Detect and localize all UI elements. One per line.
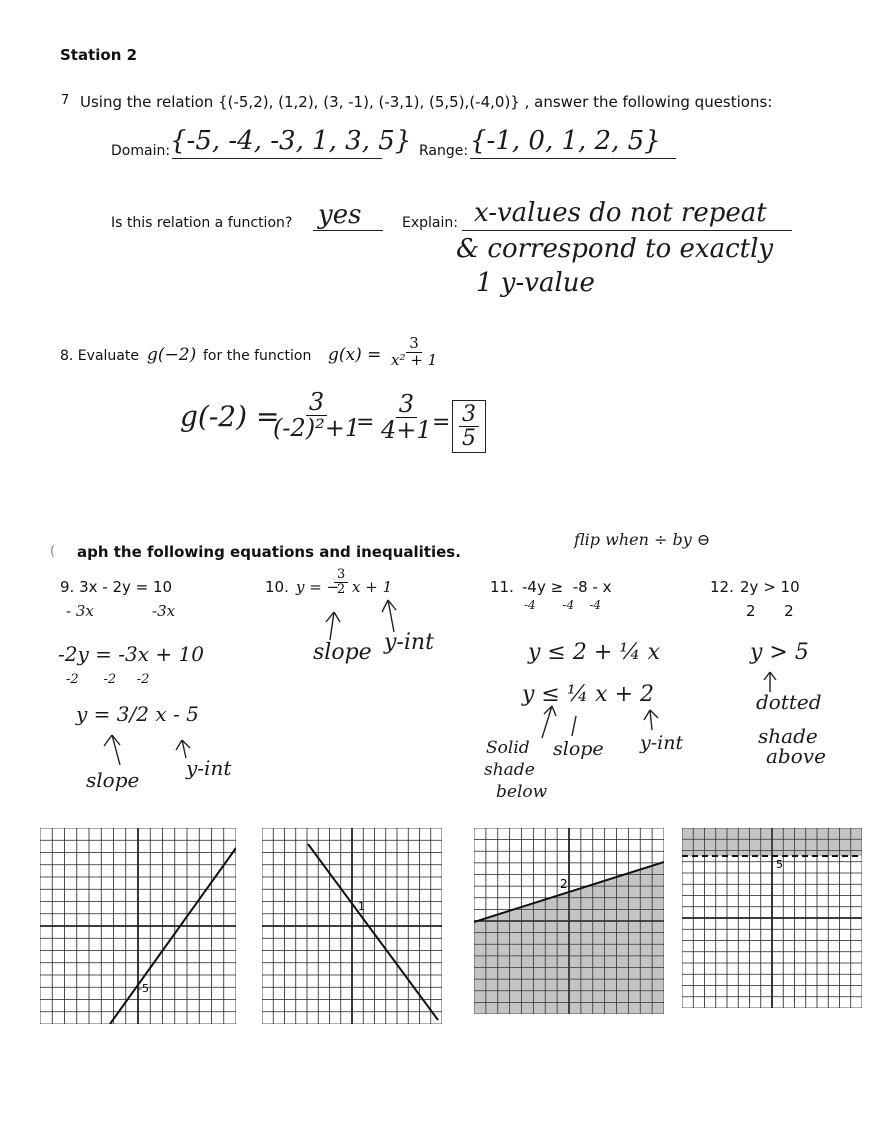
margin-mark: (	[50, 544, 56, 559]
q9-step2-divisors: -2 -2 -2	[66, 672, 150, 687]
q8-work-num-1: 3	[306, 390, 327, 416]
graph-q9-point-label: -5	[138, 982, 149, 995]
q12-label-shade: shade	[758, 724, 818, 748]
q11-step1: y ≤ 2 + ¼ x	[528, 640, 660, 665]
q8-work-den-2: 4+1	[381, 416, 432, 445]
q12-label-above: above	[766, 744, 826, 768]
q10-fraction	[334, 568, 348, 596]
q11-label-yint: y-int	[640, 732, 684, 754]
q11-inequality: -4y ≥ -8 - x	[522, 578, 612, 596]
q10-rhs: x + 1	[352, 578, 393, 596]
q10-label-yint: y-int	[384, 630, 434, 655]
graph-q12-point-label: 5	[776, 858, 783, 871]
q9-label-slope: slope	[86, 768, 140, 792]
graph-q12-shading	[682, 828, 862, 856]
graph-q10-point-label: 1	[358, 900, 365, 913]
range-underline	[470, 158, 676, 159]
q9-equation: 9. 3x - 2y = 10	[60, 578, 173, 596]
q7-number: 7	[61, 93, 70, 108]
q10-prefix: 10.	[265, 578, 289, 596]
q10-frac-num: 3	[334, 568, 348, 583]
function-answer: yes	[318, 200, 362, 230]
q8-answer-box	[452, 400, 486, 453]
q12-divisors: 2 2	[746, 602, 794, 620]
q7-prompt: Using the relation {(-5,2), (1,2), (3, -1), (-3,1), (5,5),(-4,0)} , answer the following questions:	[80, 93, 773, 111]
range-answer: {-1, 0, 1, 2, 5}	[470, 126, 661, 156]
q8-work-fraction-1	[270, 390, 363, 441]
domain-label: Domain:	[111, 143, 171, 159]
q8-func-num: 3	[406, 336, 422, 353]
graph-q9	[40, 828, 236, 1024]
explain-line-3: 1 y-value	[476, 268, 595, 298]
graph-q10-gridlines	[262, 828, 442, 1024]
graph-q11	[474, 828, 664, 1014]
q8-prompt-middle: for the function	[203, 348, 312, 364]
graph-section-heading: aph the following equations and inequalities.	[77, 543, 461, 561]
q10-label-slope: slope	[313, 640, 372, 665]
q8-func-den: x² + 1	[391, 350, 438, 369]
graph-q10-line	[308, 844, 438, 1020]
q8-eval-expr: g(−2)	[147, 345, 197, 365]
q9-step1-left: - 3x	[66, 602, 94, 620]
q8-prompt-prefix: 8. Evaluate	[60, 348, 139, 364]
q12-inequality: 2y > 10	[740, 578, 800, 596]
graph-q10	[262, 828, 442, 1024]
q11-prefix: 11.	[490, 578, 514, 596]
page-title: Station 2	[60, 46, 138, 64]
q12-prefix: 12.	[710, 578, 734, 596]
q9-step1-right: -3x	[152, 602, 176, 620]
q8-work-num-2: 3	[396, 392, 417, 418]
q8-work-equals-1: =	[356, 410, 375, 435]
q11-label-shade: shade	[484, 760, 535, 780]
q9-step3: y = 3/2 x - 5	[76, 702, 199, 726]
explain-line-2: & correspond to exactly	[456, 234, 774, 264]
explain-label: Explain:	[402, 215, 458, 231]
q11-step2: y ≤ ¼ x + 2	[522, 682, 654, 707]
q10-lhs: y = −	[296, 578, 340, 596]
q11-label-below: below	[496, 782, 548, 802]
q12-step1: y > 5	[750, 640, 809, 665]
domain-answer: {-5, -4, -3, 1, 3, 5}	[170, 126, 412, 156]
q8-work-den-1: (-2)²+1	[273, 414, 361, 443]
graph-q12	[682, 828, 862, 1008]
q11-note: flip when ÷ by ⊖	[574, 530, 711, 549]
q8-func-fraction	[388, 336, 440, 369]
q12-label-dotted: dotted	[756, 690, 822, 714]
q8-answer-num: 3	[459, 403, 479, 427]
q9-label-yint: y-int	[186, 756, 232, 780]
q9-step2: -2y = -3x + 10	[58, 642, 204, 666]
range-label: Range:	[419, 143, 469, 159]
q10-frac-den: 2	[337, 581, 346, 597]
explain-line-1: x-values do not repeat	[474, 198, 767, 228]
graph-q11-point-label: 2	[560, 877, 568, 891]
q11-divisors: -4 -4 -4	[524, 598, 602, 612]
q8-work-equals-2: =	[432, 410, 451, 435]
explain-underline	[462, 230, 792, 231]
q11-label-solid: Solid	[486, 738, 530, 758]
function-underline	[313, 230, 383, 231]
q8-work-lhs: g(-2) =	[180, 400, 280, 433]
q8-func-lhs: g(x) =	[328, 345, 382, 365]
domain-underline	[172, 158, 382, 159]
q8-answer-den: 5	[462, 426, 476, 452]
function-question: Is this relation a function?	[111, 215, 293, 231]
graph-q9-line	[110, 848, 236, 1024]
q11-label-slope: slope	[553, 738, 604, 760]
q8-work-fraction-2	[378, 392, 435, 443]
